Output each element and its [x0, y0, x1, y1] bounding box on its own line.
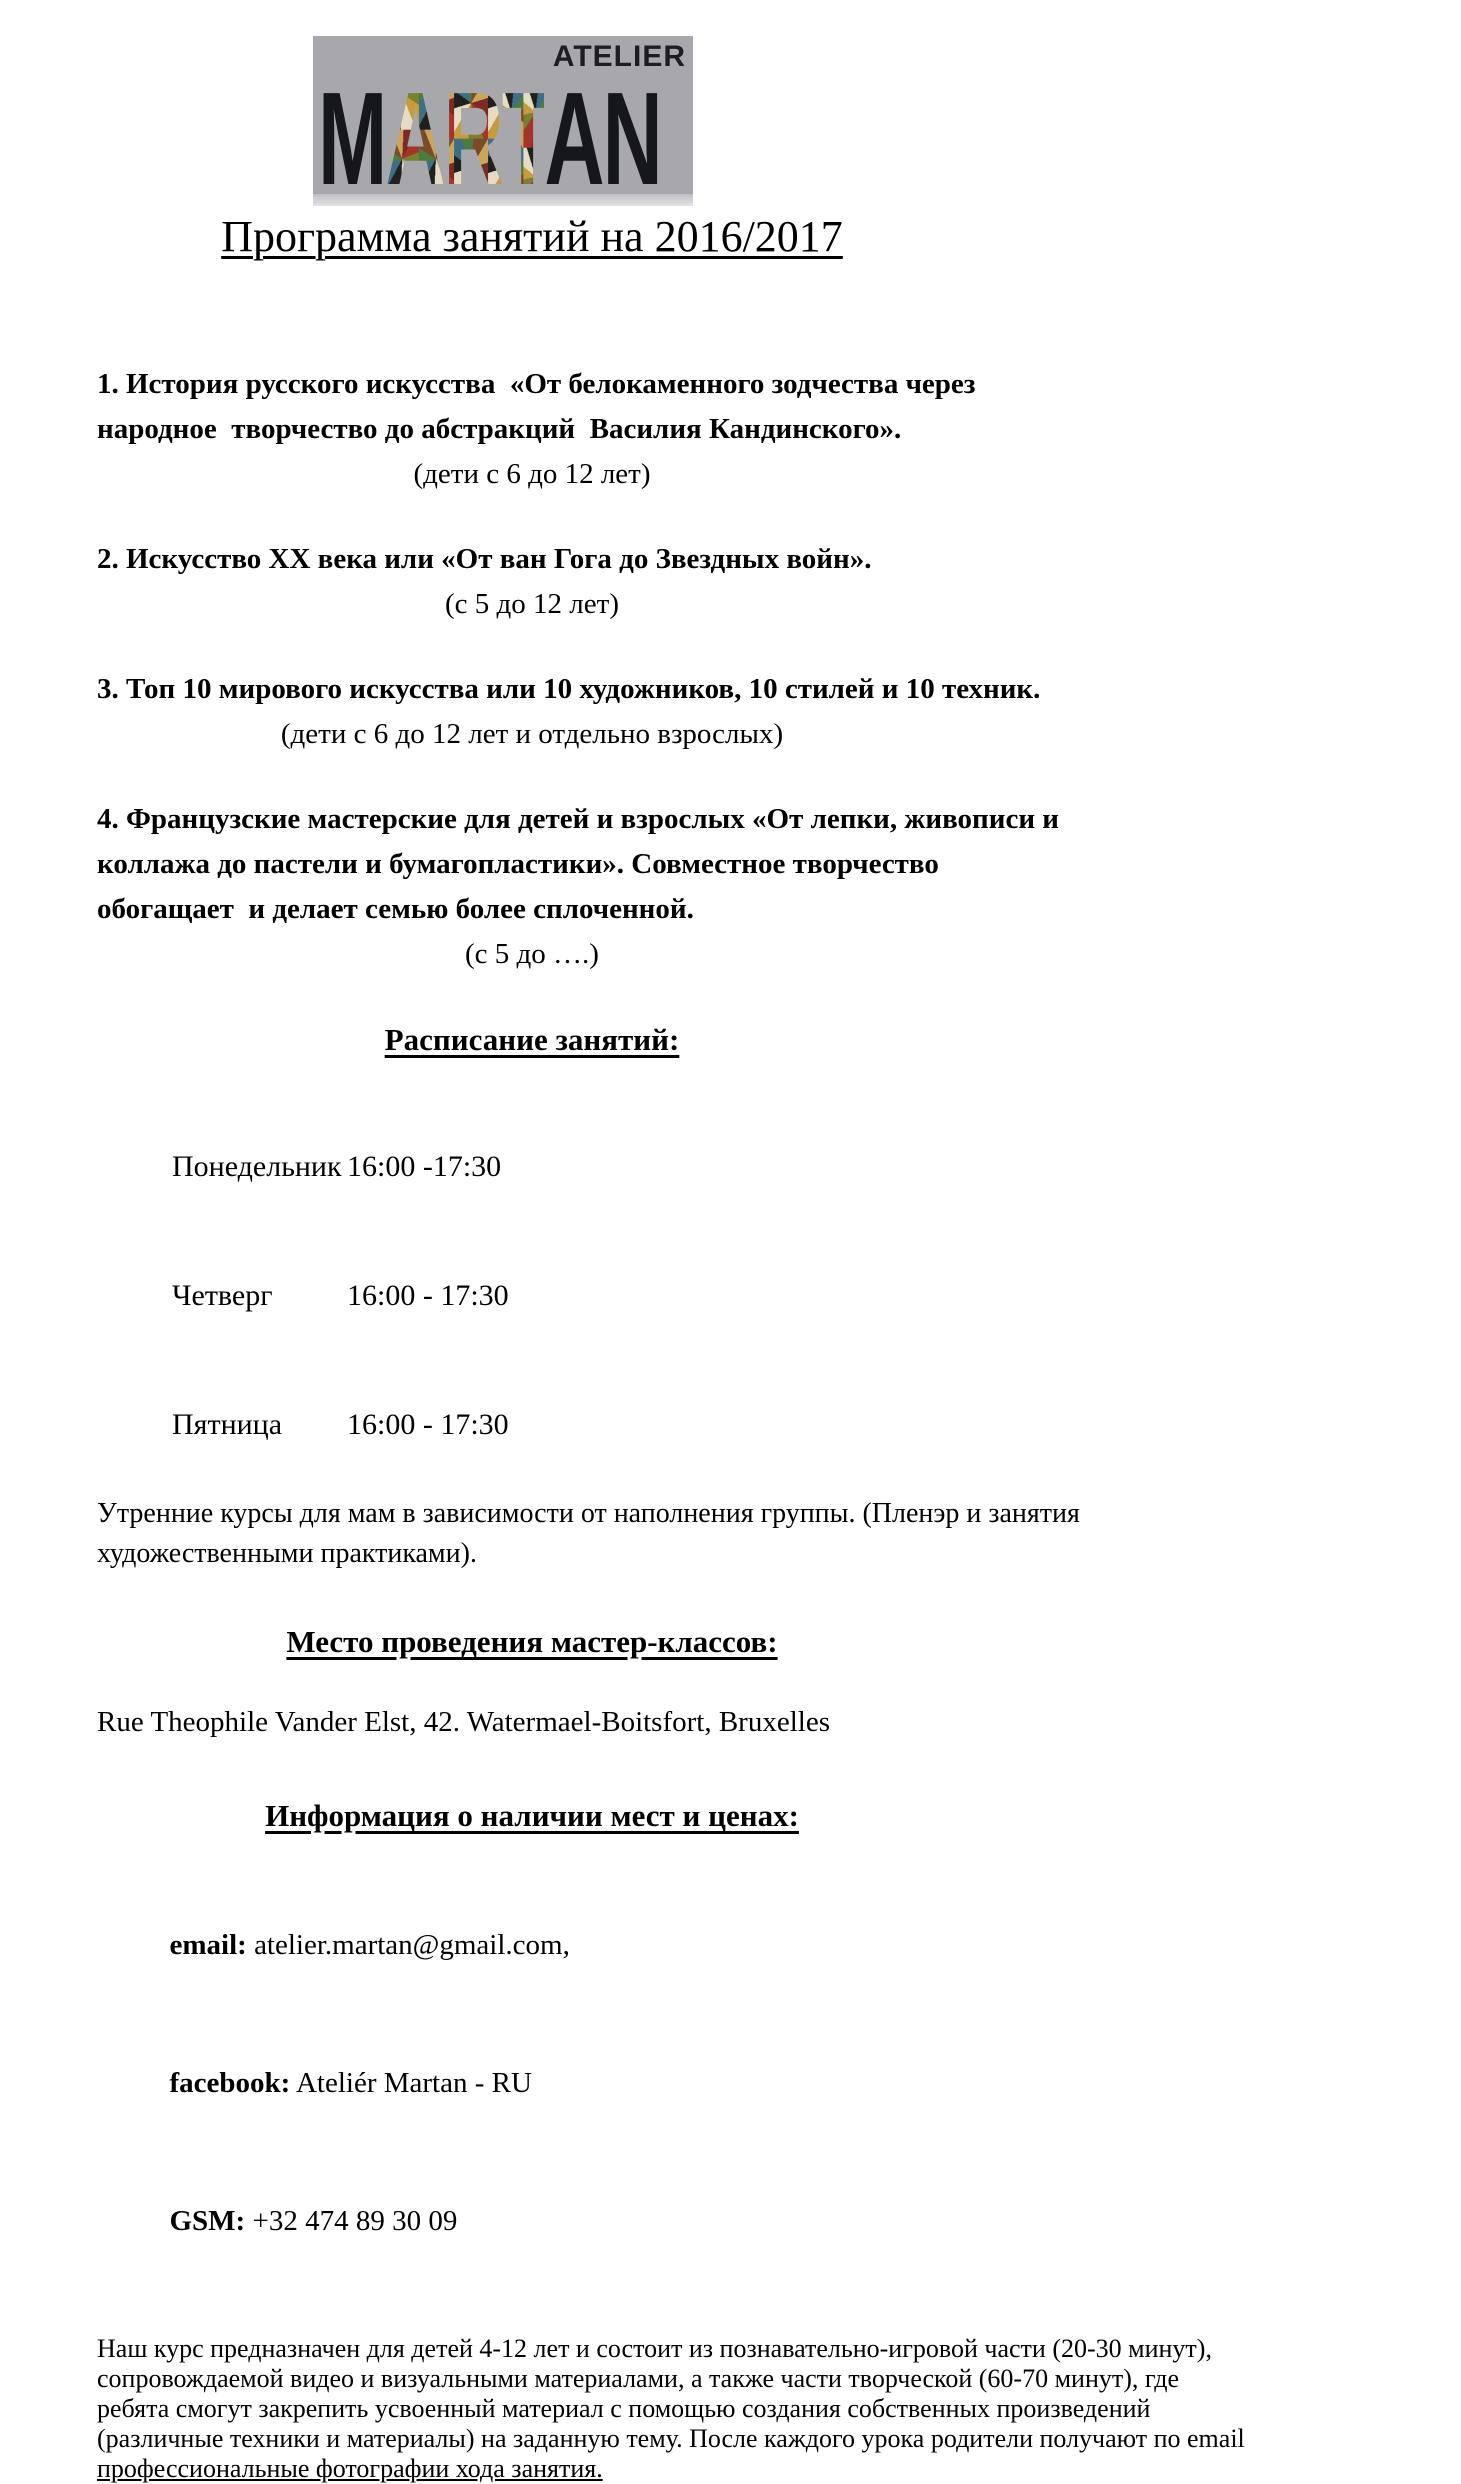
schedule-time: 16:00 - 17:30 — [347, 1279, 509, 1312]
logo-letter-n: N — [602, 65, 661, 213]
program-4-line: обогащает и делает семью более сплоченной. — [97, 893, 694, 925]
schedule-row — [97, 1360, 967, 1489]
program-item-2 — [97, 537, 967, 627]
description-line: ребята смогут закрепить усвоенный материал с помощью создания собственных произведений — [97, 2394, 1151, 2423]
schedule-day: Четверг — [172, 1279, 273, 1312]
schedule-day: Пятница — [172, 1408, 283, 1441]
description-line: Наш курс предназначен для детей 4-12 лет и состоит из познавательно-игровой части (20-30 минут), — [97, 2334, 1212, 2363]
contact-value: +32 474 89 30 09 — [245, 2205, 458, 2237]
program-item-3 — [97, 667, 1041, 757]
schedule-heading: Расписание занятий: — [384, 1022, 680, 1057]
contact-label: facebook: — [169, 2067, 291, 2099]
program-1-ages: (дети с 6 до 12 лет) — [413, 458, 651, 490]
note-line: Утренние курсы для мам в зависимости от наполнения группы. (Пленэр и занятия — [97, 1498, 1080, 1529]
logo-letter-a1: A — [385, 65, 444, 213]
atelier-martan-logo — [313, 36, 693, 213]
program-item-4 — [97, 797, 1060, 977]
morning-courses-note — [97, 1494, 1080, 1574]
program-item-1 — [97, 362, 976, 497]
logo-letter-a2: A — [544, 65, 603, 213]
program-2-line: 2. Искусство ХХ века или «От ван Гога до Звездных войн». — [97, 543, 872, 575]
logo-letter-m: M — [318, 65, 386, 213]
course-description — [97, 2334, 1370, 2484]
program-1-line: 1. История русского искусства «От белокаменного зодчества через — [97, 368, 976, 400]
flyer-page — [0, 36, 1461, 2484]
description-line-underlined: профессиональные фотографии хода занятия. — [97, 2454, 603, 2483]
contact-label: email: — [169, 1929, 247, 1961]
program-1-line: народное творчество до абстракций Василия Кандинского». — [97, 413, 902, 445]
logo-brand-text — [318, 65, 661, 213]
schedule-time: 16:00 - 17:30 — [347, 1408, 509, 1441]
program-3-ages: (дети с 6 до 12 лет и отдельно взрослых) — [280, 718, 784, 750]
program-2-ages: (с 5 до 12 лет) — [445, 588, 619, 620]
address-line: Rue Theophile Vander Elst, 42. Watermael-Boitsfort, Bruxelles — [97, 1706, 830, 1738]
contact-gsm — [97, 2152, 967, 2290]
contact-email — [97, 1876, 967, 2014]
contacts-block — [97, 1876, 967, 2290]
program-3-line: 3. Топ 10 мирового искусства или 10 художников, 10 стилей и 10 техник. — [97, 673, 1041, 705]
contact-value: Ateliér Martan - RU — [290, 2067, 532, 2099]
contact-value: atelier.martan@gmail.com, — [246, 1929, 570, 1961]
description-line: сопровождаемой видео и визуальными материалами, а также части творческой (60-70 минут), где — [97, 2364, 1180, 2393]
schedule-row — [97, 1231, 967, 1360]
logo-letter-t: T — [501, 65, 545, 213]
program-4-ages: (с 5 до ….) — [465, 938, 599, 970]
schedule-time: 16:00 -17:30 — [347, 1150, 502, 1183]
program-4-line: 4. Французские мастерские для детей и взрослых «От лепки, живописи и — [97, 803, 1060, 835]
logo-letter-r: R — [443, 65, 502, 213]
schedule-row — [97, 1102, 967, 1231]
schedule-table — [97, 1102, 967, 1489]
logo-atelier-text: ATELIER — [552, 40, 686, 73]
contact-label: GSM: — [169, 2205, 246, 2237]
program-4-line: коллажа до пастели и бумагопластики». Совместное творчество — [97, 848, 939, 880]
contact-facebook — [97, 2014, 967, 2152]
note-line: художественными практиками). — [97, 1538, 477, 1569]
schedule-day: Понедельник — [172, 1150, 342, 1183]
info-heading: Информация о наличии мест и ценах: — [265, 1798, 799, 1833]
location-heading: Место проведения мастер-классов: — [286, 1624, 778, 1659]
page-title: Программа занятий на 2016/2017 — [221, 212, 843, 261]
description-line: (различные техники и материалы) на заданную тему. После каждого урока родители получают по email — [97, 2424, 1245, 2453]
